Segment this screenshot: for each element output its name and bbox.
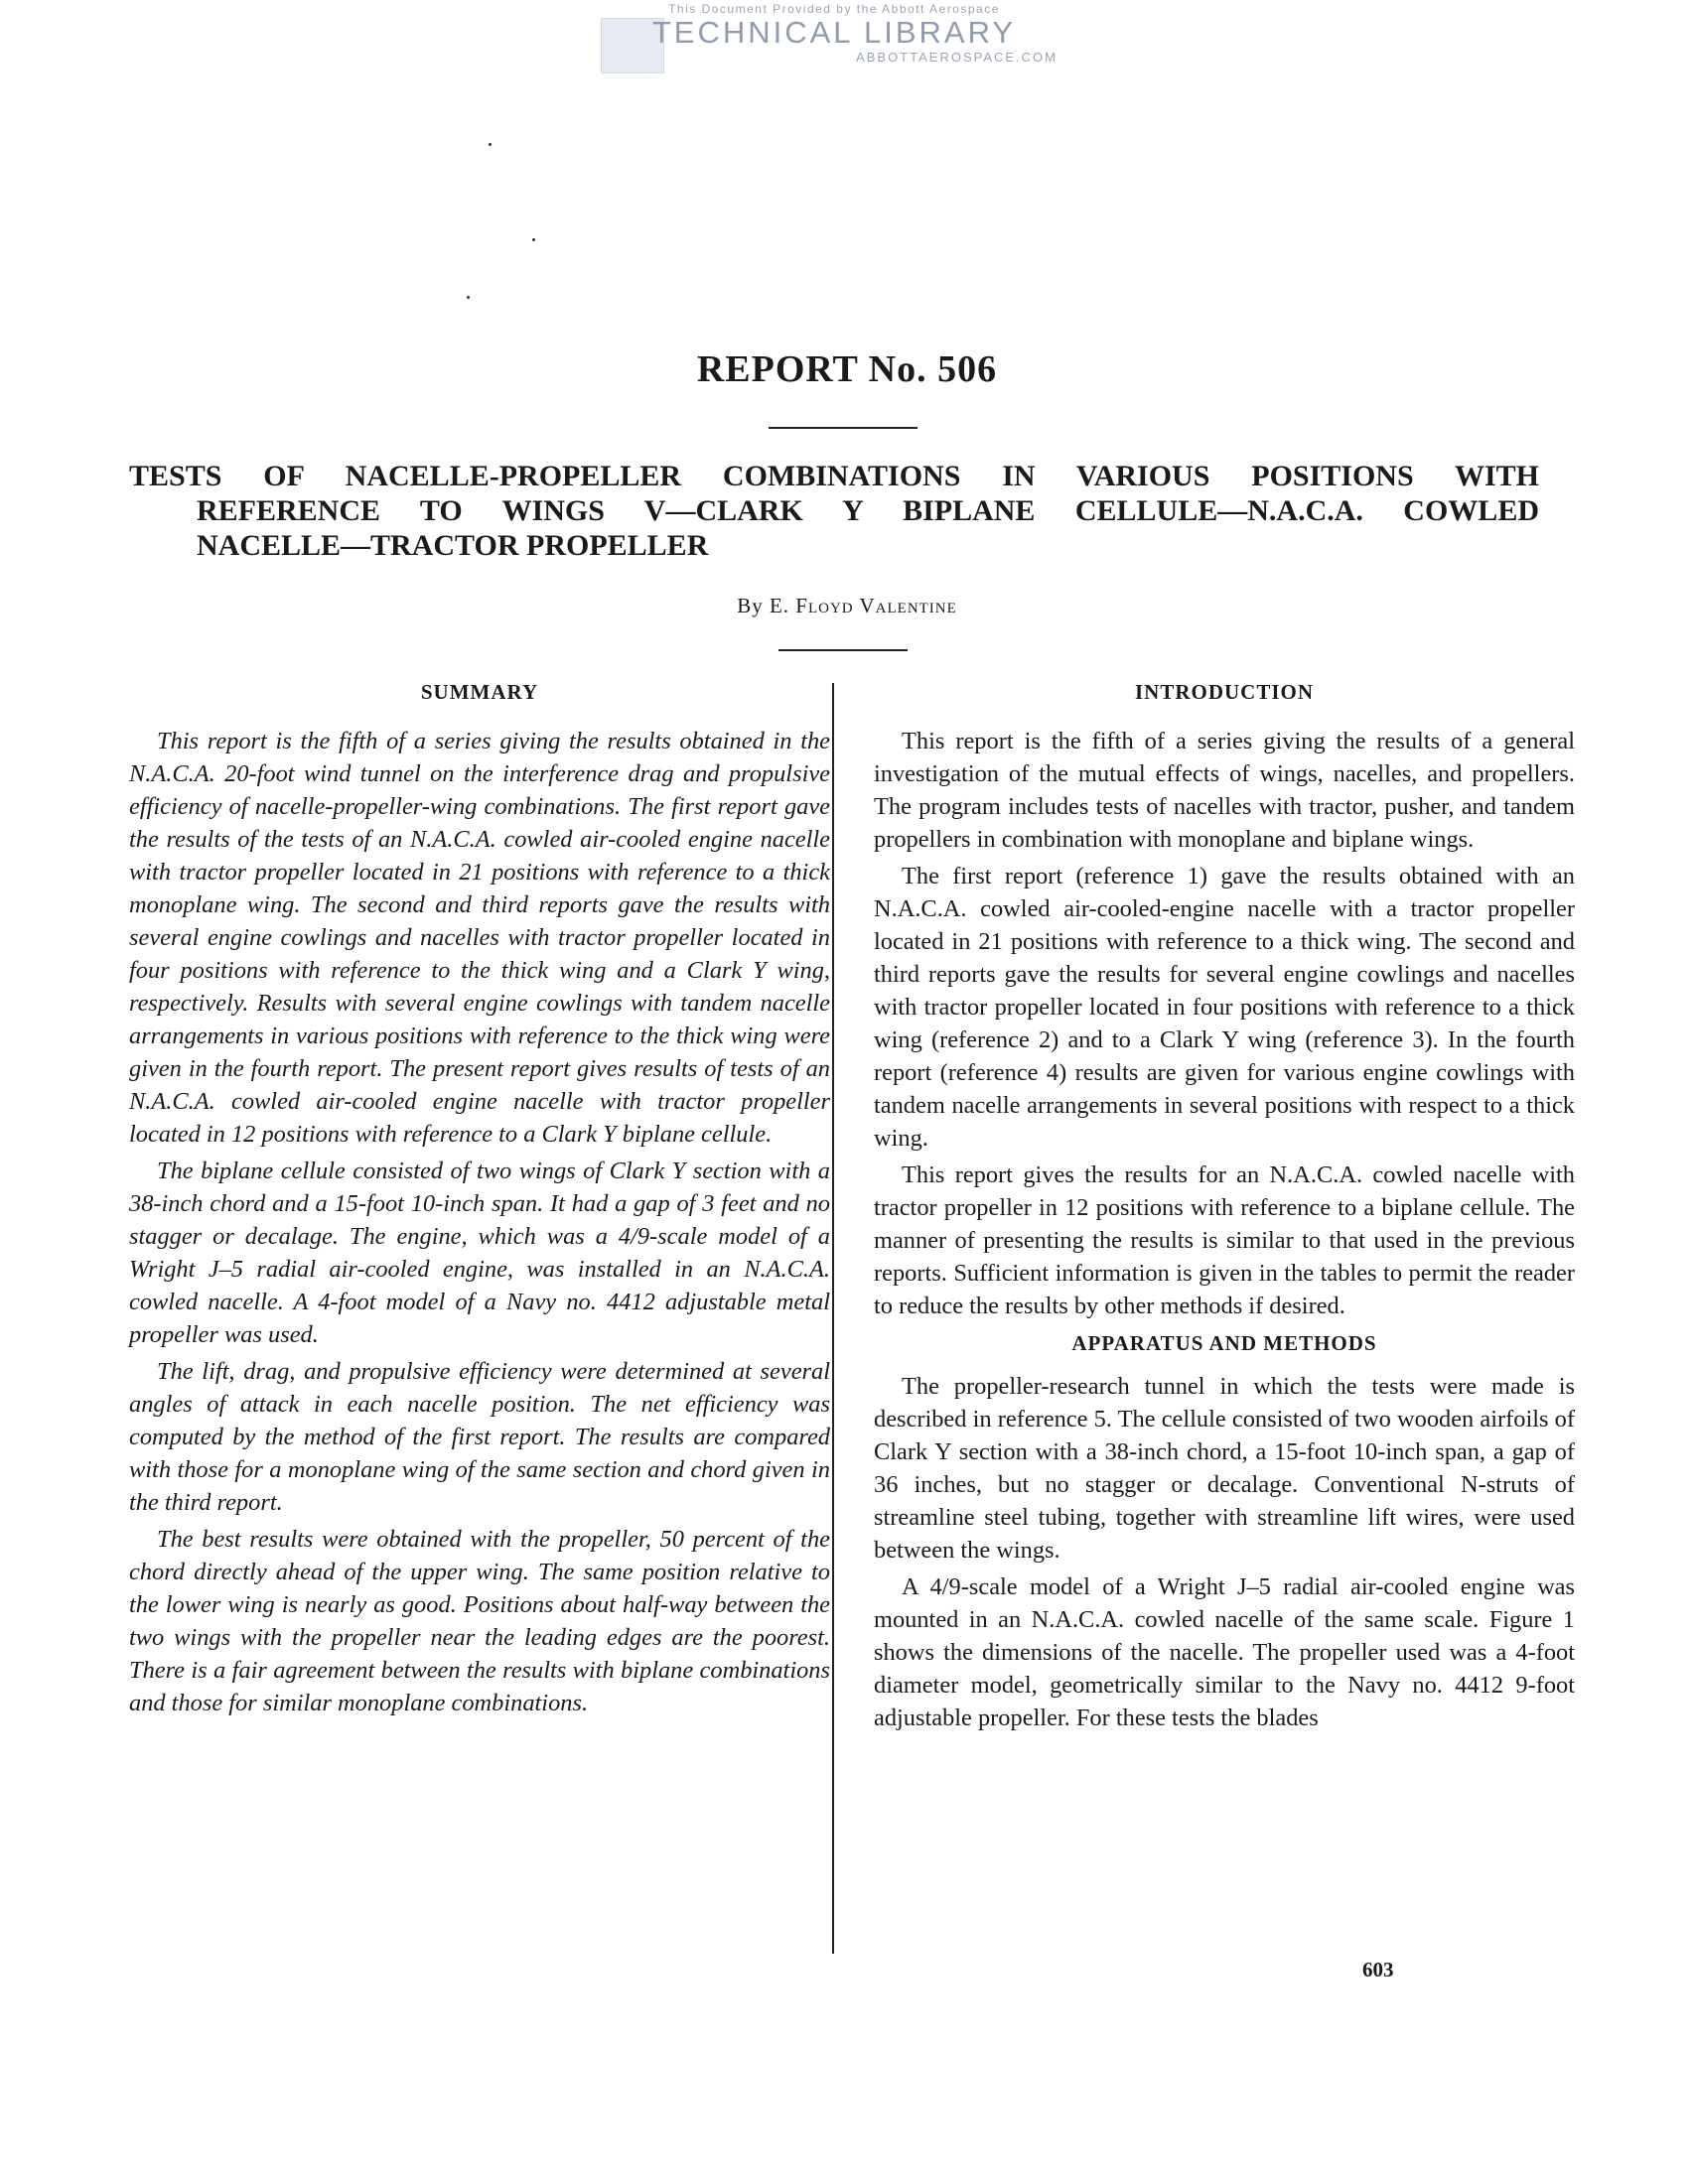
report-title (129, 459, 1539, 563)
watermark-title: TECHNICAL LIBRARY (651, 15, 1017, 50)
scan-speck (532, 238, 535, 241)
title-line-1: TESTS OF NACELLE-PROPELLER COMBINATIONS IN VARIOUS POSITIONS WITH (129, 460, 1539, 492)
scan-speck (489, 143, 492, 146)
report-number: REPORT No. 506 (696, 348, 998, 390)
byline-prefix: By (737, 594, 764, 617)
title-line-3: NACELLE—TRACTOR PROPELLER (197, 529, 709, 562)
introduction-paragraph: The first report (reference 1) gave the results obtained with an N.A.C.A. cowled air-cooled-engine nacelle with a tractor propeller located in 21 positions with reference to a thick wing. The second and third reports gave the results for several engine cowlings and nacelles with tractor propeller located in four positions with reference to a thick wing (reference 2) and to a Clark Y wing (reference 3). In the fourth report (reference 4) results are given for various engine cowlings with tandem nacelle arrangements in several positions with respect to a thick wing. (874, 863, 1575, 1152)
byline (0, 594, 1694, 618)
column-divider (832, 683, 834, 1954)
apparatus-paragraph: A 4/9-scale model of a Wright J–5 radial air-cooled engine was mounted in an N.A.C.A. cowled nacelle of the same scale. Figure 1 shows the dimensions of the nacelle. The propeller used was a 4-foot diameter model, geometrically similar to the Navy no. 4412 9-foot adjustable propeller. For these tests the blades (874, 1573, 1575, 1731)
watermark-url: ABBOTTAEROSPACE.COM (856, 50, 1058, 65)
title-rule (769, 427, 918, 429)
summary-paragraph: This report is the fifth of a series giving the results obtained in the N.A.C.A. 20-foot wind tunnel on the interference drag and propulsive efficiency of nacelle-propeller-wing combinations. The first report gave the results of the tests of an N.A.C.A. cowled air-cooled engine nacelle with tractor propeller located in 21 positions with reference to a thick monoplane wing. The second and third reports gave the results with several engine cowlings and nacelles with tractor propeller located in four positions with reference to the thick wing and a Clark Y wing, respectively. Results with several engine cowlings with tandem nacelle arrangements in various positions with reference to the thick wing were given in the fourth report. The present report gives results of tests of an N.A.C.A. cowled air-cooled engine nacelle with tractor propeller located in 12 positions with reference to a Clark Y biplane cellule. (129, 728, 830, 1148)
introduction-heading: INTRODUCTION (1134, 680, 1315, 704)
introduction-paragraph: This report is the fifth of a series giving the results of a general investigation of the mutual effects of wings, nacelles, and propellers. The program includes tests of nacelles with tractor, pusher, and tandem propellers in combination with monoplane and biplane wings. (874, 728, 1575, 853)
summary-heading: SUMMARY (420, 680, 539, 704)
apparatus-paragraph: The propeller-research tunnel in which the tests were made is described in reference 5. The cellule consisted of two wooden airfoils of Clark Y section with a 38-inch chord, a 15-foot 10-inch span, a gap of 36 inches, but no stagger or decalage. Conventional N-struts of streamline steel tubing, together with streamline lift wires, were used between the wings. (874, 1373, 1575, 1564)
summary-column (129, 677, 830, 1723)
summary-paragraph: The lift, drag, and propulsive efficiency were determined at several angles of attack in each nacelle position. The net efficiency was computed by the method of the first report. The results are compared with those for a monoplane wing of the same section and chord given in the third report. (129, 1358, 830, 1516)
watermark-tagline: This Document Provided by the Abbott Aerospace (668, 2, 1000, 16)
introduction-column (874, 677, 1575, 1738)
author-name: E. Floyd Valentine (769, 594, 957, 617)
title-line-2: REFERENCE TO WINGS V—CLARK Y BIPLANE CELLULE—N.A.C.A. COWLED (197, 494, 1539, 527)
scan-speck (467, 296, 470, 299)
apparatus-heading: APPARATUS AND METHODS (1071, 1331, 1377, 1355)
summary-paragraph: The biplane cellule consisted of two wings of Clark Y section with a 38-inch chord and a 15-foot 10-inch span. It had a gap of 3 feet and no stagger or decalage. The engine, which was a 4/9-scale model of a Wright J–5 radial air-cooled engine, was installed in an N.A.C.A. cowled nacelle. A 4-foot model of a Navy no. 4412 adjustable metal propeller was used. (129, 1158, 830, 1348)
introduction-paragraph: This report gives the results for an N.A.C.A. cowled nacelle with tractor propeller in 12 positions with reference to a biplane cellule. The manner of presenting the results is similar to that used in the previous reports. Sufficient information is given in the tables to permit the reader to reduce the results by other methods if desired. (874, 1161, 1575, 1319)
byline-rule (778, 649, 908, 651)
summary-paragraph: The best results were obtained with the propeller, 50 percent of the chord directly ahead of the upper wing. The same position relative to the lower wing is nearly as good. Positions about half-way between the two wings with the propeller near the leading edges are the poorest. There is a fair agreement between the results with biplane combinations and those for similar monoplane combinations. (129, 1526, 830, 1716)
page-number: 603 (1362, 1958, 1394, 1981)
watermark-logo (591, 2, 1077, 73)
